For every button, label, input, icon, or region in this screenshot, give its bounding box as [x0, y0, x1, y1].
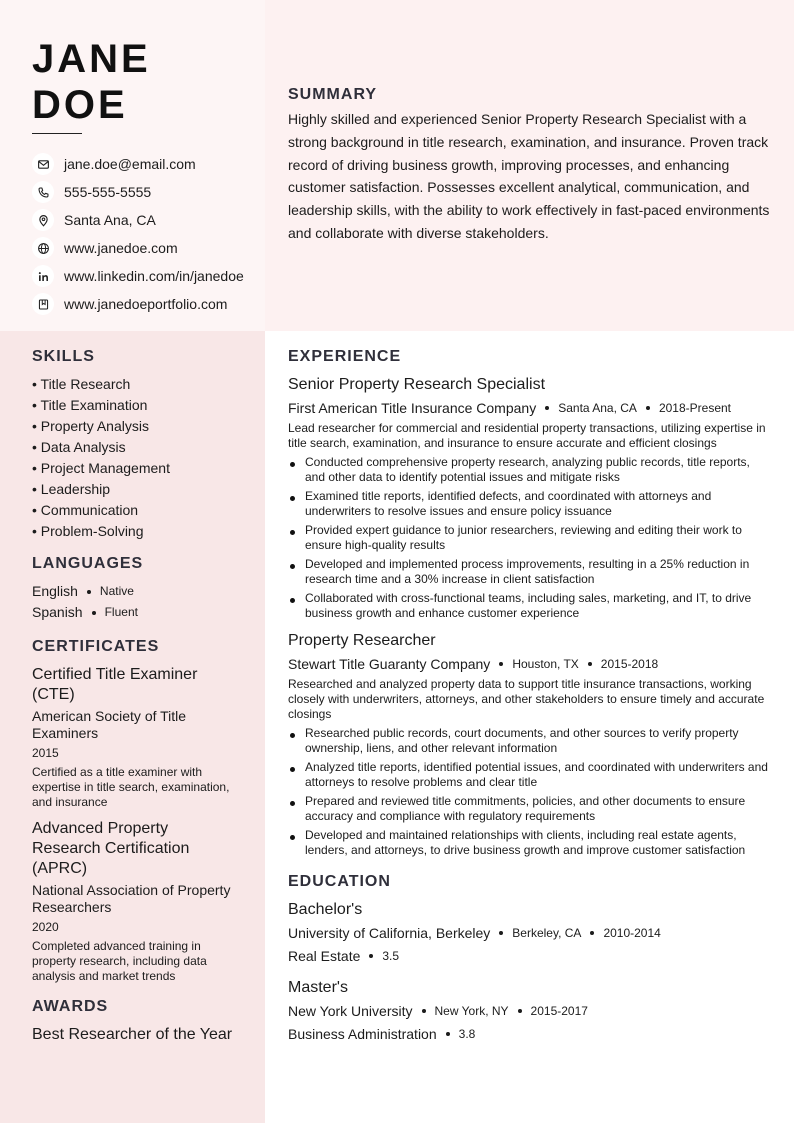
certificates-heading: CERTIFICATES: [32, 638, 160, 655]
certificate-org: National Association of Property Researchers: [32, 882, 231, 915]
education-meta: [288, 1001, 772, 1021]
separator-dot: [590, 931, 594, 935]
job-entry: [288, 375, 772, 621]
job-location: Santa Ana, CA: [558, 401, 637, 415]
candidate-name: [32, 36, 151, 128]
skill-item: • Data Analysis: [32, 439, 126, 455]
certificate-name: Advanced Property Research Certification (APRC): [32, 820, 190, 877]
education-heading: EDUCATION: [288, 873, 391, 890]
job-bullet: Provided expert guidance to junior researchers, reviewing and editing their work to ensure high-quality results: [288, 523, 772, 553]
education-school: New York University: [288, 1003, 413, 1019]
portfolio-icon: [32, 293, 54, 315]
education-entry: [288, 978, 772, 1044]
contact-phone-text: 555-555-5555: [64, 184, 152, 200]
job-entry: [288, 631, 772, 858]
separator-dot: [369, 954, 373, 958]
separator-dot: [422, 1009, 426, 1013]
skill-item: • Communication: [32, 502, 139, 518]
education-gpa: 3.8: [458, 1027, 476, 1041]
job-bullet: Researched public records, court documents, and other sources to verify property ownership, liens, and other relevant information: [288, 726, 772, 756]
contact-location: [32, 206, 244, 234]
education-location: Berkeley, CA: [512, 926, 582, 940]
job-bullet: Examined title reports, identified defects, and coordinated with attorneys and underwriters to resolve issues and ensure policy issuance: [288, 489, 772, 519]
job-title: Property Researcher: [288, 632, 436, 649]
summary-text: Highly skilled and experienced Senior Property Research Specialist with a strong background in title research, examination, and insurance. Proven track record of driving business growth, improving processes, and enhancing customer satisfaction. Possesses excellent analytical, communication, and leadership skills, with the ability to work effectively in fast-paced environments and collaborate with diverse stakeholders.: [288, 111, 770, 241]
contact-portfolio[interactable]: [32, 290, 244, 318]
separator-dot: [518, 1009, 522, 1013]
contact-phone[interactable]: [32, 178, 244, 206]
last-name: DOE: [32, 83, 128, 127]
separator-dot: [499, 931, 503, 935]
education-dates: 2010-2014: [603, 926, 661, 940]
separator-dot: [499, 662, 503, 666]
certificate-item: [32, 665, 237, 810]
job-bullet: Prepared and reviewed title commitments, policies, and other documents to ensure accuracy and compliance with regulatory requirements: [288, 794, 772, 824]
separator-dot: [588, 662, 592, 666]
education-field-row: [288, 946, 772, 966]
job-bullets: [288, 455, 772, 621]
certificate-year: 2015: [32, 746, 59, 760]
job-bullet: Collaborated with cross-functional teams, including sales, marketing, and IT, to drive business growth and enhance customer experience: [288, 591, 772, 621]
education-field: Real Estate: [288, 948, 361, 964]
separator-dot: [545, 406, 549, 410]
contact-portfolio-text: www.janedoeportfolio.com: [64, 296, 228, 312]
education-dates: 2015-2017: [530, 1004, 588, 1018]
skill-item: • Problem-Solving: [32, 523, 144, 539]
location-icon: [32, 209, 54, 231]
contact-linkedin[interactable]: [32, 262, 244, 290]
certificate-org: American Society of Title Examiners: [32, 708, 187, 741]
contact-website-text: www.janedoe.com: [64, 240, 178, 256]
skills-heading: SKILLS: [32, 348, 95, 365]
separator-dot: [92, 611, 96, 615]
contact-location-text: Santa Ana, CA: [64, 212, 156, 228]
language-level: Native: [99, 584, 134, 598]
sidebar-column: [32, 348, 237, 1045]
education-degree: Bachelor's: [288, 901, 363, 918]
certificate-desc: Certified as a title examiner with expertise in title search, examination, and insurance: [32, 765, 230, 809]
phone-icon: [32, 181, 54, 203]
summary-section: [288, 86, 772, 245]
job-location: Houston, TX: [512, 657, 579, 671]
languages-list: [32, 581, 237, 623]
job-dates: 2018-Present: [658, 401, 731, 415]
skill-item: • Project Management: [32, 460, 170, 476]
experience-heading: EXPERIENCE: [288, 348, 402, 365]
linkedin-icon: [32, 265, 54, 287]
summary-heading: SUMMARY: [288, 86, 378, 103]
education-degree: Master's: [288, 979, 348, 996]
certificate-name: Certified Title Examiner (CTE): [32, 666, 198, 703]
education-field-row: [288, 1024, 772, 1044]
job-meta: [288, 654, 772, 674]
education-entry: [288, 900, 772, 966]
job-description: Lead researcher for commercial and residential property transactions, utilizing expertise in title search, examination, and insurance to ensure accurate and efficient closings: [288, 421, 766, 450]
education-meta: [288, 923, 772, 943]
main-column: [288, 348, 772, 1044]
education-gpa: 3.5: [382, 949, 400, 963]
education-school: University of California, Berkeley: [288, 925, 491, 941]
skill-item: • Title Research: [32, 376, 131, 392]
job-bullet: Analyzed title reports, identified potential issues, and coordinated with underwriters and attorneys to resolve problems and clear title: [288, 760, 772, 790]
certificate-desc: Completed advanced training in property research, including data analysis and market trends: [32, 939, 207, 983]
job-title: Senior Property Research Specialist: [288, 376, 546, 393]
globe-icon: [32, 237, 54, 259]
first-name: JANE: [32, 37, 151, 81]
name-divider: [32, 133, 82, 134]
skills-list: [32, 374, 237, 542]
job-bullet: Developed and maintained relationships with clients, including real estate agents, lenders, and attorneys, to drive business growth and improve customer satisfaction: [288, 828, 772, 858]
skill-item: • Title Examination: [32, 397, 148, 413]
awards-heading: AWARDS: [32, 998, 109, 1015]
languages-heading: LANGUAGES: [32, 555, 144, 572]
contact-linkedin-text: www.linkedin.com/in/janedoe: [64, 268, 244, 284]
certificate-year: 2020: [32, 920, 59, 934]
language-name: Spanish: [32, 604, 83, 620]
job-bullet: Conducted comprehensive property research, analyzing public records, title reports, and other data to identify potential issues and mitigate risks: [288, 455, 772, 485]
skill-item: • Property Analysis: [32, 418, 149, 434]
separator-dot: [87, 590, 91, 594]
job-meta: [288, 398, 772, 418]
skill-item: • Leadership: [32, 481, 111, 497]
education-location: New York, NY: [434, 1004, 509, 1018]
language-item: [32, 602, 237, 623]
separator-dot: [646, 406, 650, 410]
job-dates: 2015-2018: [600, 657, 659, 671]
job-company: First American Title Insurance Company: [288, 400, 537, 416]
contact-list: [32, 150, 244, 318]
email-icon: [32, 153, 54, 175]
contact-email-text: jane.doe@email.com: [64, 156, 196, 172]
award-item: Best Researcher of the Year: [32, 1026, 233, 1043]
separator-dot: [446, 1032, 450, 1036]
language-name: English: [32, 583, 78, 599]
certificate-item: [32, 819, 237, 984]
job-company: Stewart Title Guaranty Company: [288, 656, 491, 672]
job-bullets: [288, 726, 772, 858]
contact-website[interactable]: [32, 234, 244, 262]
contact-email[interactable]: [32, 150, 244, 178]
education-field: Business Administration: [288, 1026, 437, 1042]
language-item: [32, 581, 237, 602]
language-level: Fluent: [104, 605, 138, 619]
job-description: Researched and analyzed property data to support title insurance transactions, working closely with underwriters, attorneys, and other stakeholders to ensure timely and accurate closings: [288, 677, 765, 721]
job-bullet: Developed and implemented process improvements, resulting in a 25% reduction in research time and a 30% increase in client satisfaction: [288, 557, 772, 587]
